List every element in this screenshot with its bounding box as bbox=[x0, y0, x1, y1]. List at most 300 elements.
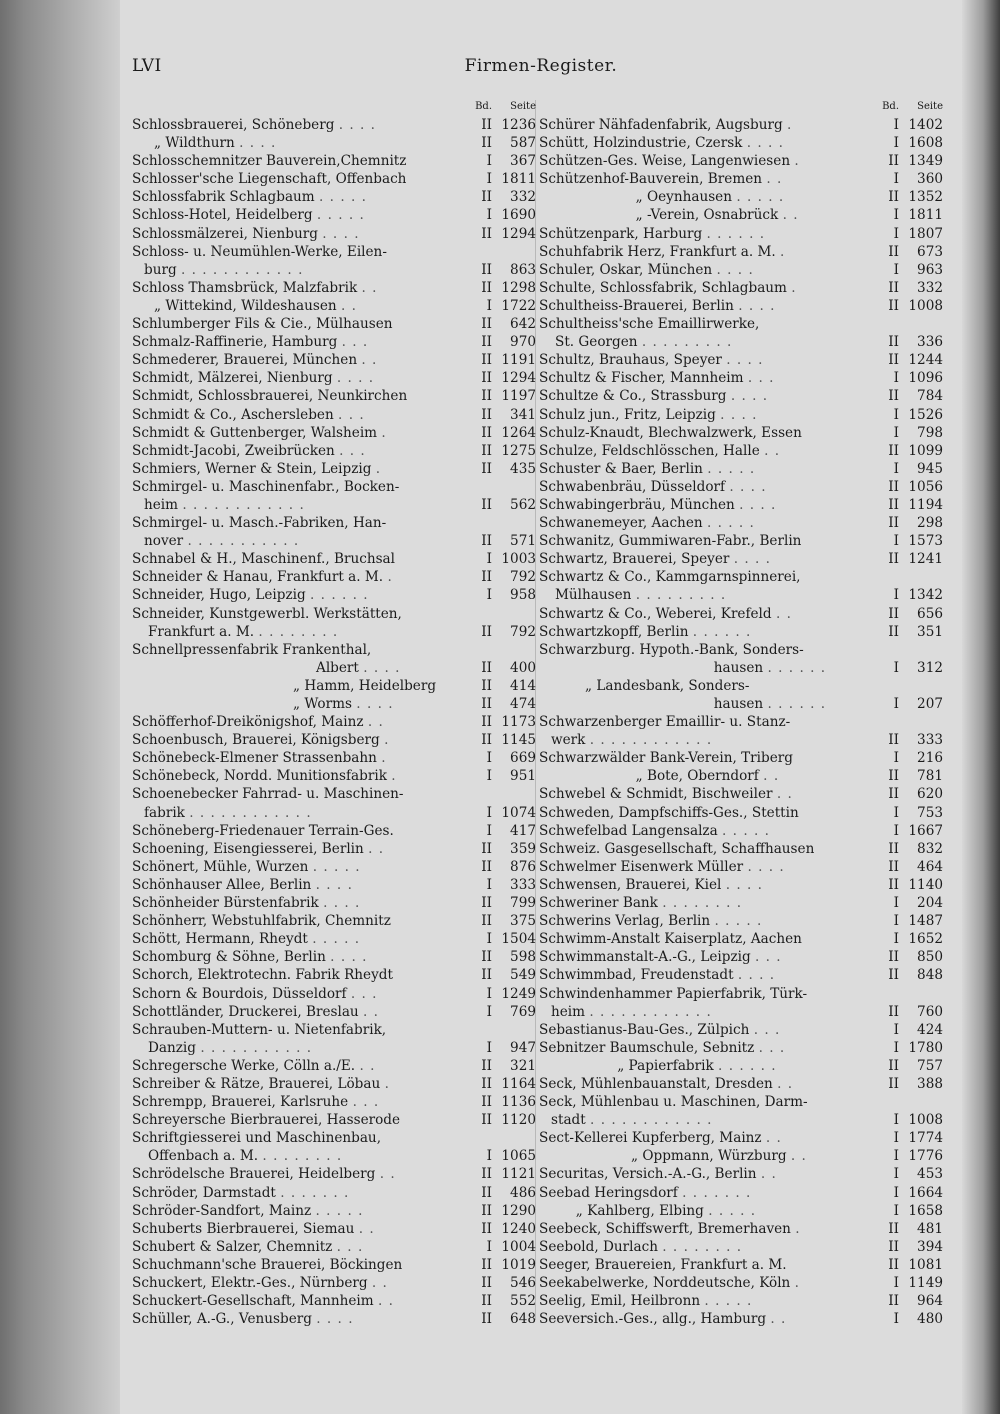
entry-volume: I bbox=[893, 659, 899, 676]
entry-page: 1249 bbox=[501, 985, 536, 1002]
entry-volume: II bbox=[481, 496, 492, 513]
register-entry bbox=[132, 948, 536, 966]
entry-name bbox=[132, 333, 472, 351]
entry-name-text: Seeger, Brauereien, Frankfurt a. M. bbox=[539, 1256, 787, 1273]
entry-volume: I bbox=[893, 207, 899, 224]
leader-dots: . . . bbox=[758, 1039, 786, 1056]
entry-name bbox=[132, 785, 472, 803]
entry-name-text: nover bbox=[144, 533, 184, 550]
entry-name-text: Schwarzenberger Emaillir- u. Stanz- bbox=[539, 714, 791, 731]
entry-name bbox=[539, 369, 879, 387]
leader-dots: . . . . . bbox=[704, 1293, 753, 1310]
register-entry bbox=[132, 677, 536, 695]
leader-dots: . . . . . . . . . bbox=[635, 587, 727, 604]
register-entry bbox=[539, 152, 943, 170]
entry-volume: II bbox=[888, 442, 899, 459]
entry-name bbox=[539, 1075, 879, 1093]
entry-page: 620 bbox=[917, 786, 943, 803]
entry-page: 1191 bbox=[501, 352, 536, 369]
entry-volume: II bbox=[481, 388, 492, 405]
register-entry bbox=[539, 840, 943, 858]
entry-name bbox=[132, 659, 472, 677]
entry-name-text: Schmederer, Brauerei, München bbox=[132, 352, 358, 369]
page-title: Firmen-Register. bbox=[464, 56, 618, 76]
register-entry bbox=[539, 1165, 943, 1183]
register-entry bbox=[132, 170, 536, 188]
entry-name-text: Schrödelsche Brauerei, Heidelberg bbox=[132, 1166, 376, 1183]
entry-name bbox=[132, 1093, 472, 1111]
entry-volume: I bbox=[893, 533, 899, 550]
entry-name-text: Schultz & Fischer, Mannheim bbox=[539, 370, 744, 387]
entry-volume: I bbox=[893, 406, 899, 423]
entry-name bbox=[132, 948, 472, 966]
entry-volume: I bbox=[893, 424, 899, 441]
entry-page: 781 bbox=[917, 768, 943, 785]
entry-name bbox=[144, 261, 472, 279]
entry-name-text: Seck, Mühlenbauanstalt, Dresden bbox=[539, 1075, 773, 1092]
entry-name-text: Schuler, Oskar, München bbox=[539, 261, 713, 278]
entry-name bbox=[132, 767, 472, 785]
entry-name bbox=[555, 333, 879, 351]
entry-page: 1140 bbox=[908, 876, 943, 893]
entry-name-text: Schmirgel- u. Masch.-Fabriken, Han- bbox=[132, 515, 387, 532]
register-entry bbox=[539, 1184, 943, 1202]
leader-dots: . . bbox=[379, 1166, 396, 1183]
entry-volume: II bbox=[481, 1112, 492, 1129]
page-binding-shadow bbox=[0, 0, 120, 1414]
entry-name-text: Schneider & Hanau, Frankfurt a. M. bbox=[132, 569, 384, 586]
entry-name-text: Schönert, Mühle, Wurzen bbox=[132, 858, 309, 875]
leader-dots: . . . . bbox=[737, 967, 776, 984]
entry-page: 970 bbox=[510, 334, 536, 351]
entry-page: 1811 bbox=[501, 171, 536, 188]
entry-page: 464 bbox=[917, 858, 943, 875]
entry-name bbox=[539, 1057, 879, 1075]
leader-dots: . . bbox=[782, 207, 799, 224]
register-entry bbox=[539, 1003, 943, 1021]
register-entry bbox=[132, 713, 536, 731]
entry-name-text: Schwarzwälder Bank-Verein, Triberg bbox=[539, 750, 793, 767]
entry-name bbox=[551, 1003, 879, 1021]
entry-page: 1402 bbox=[908, 117, 943, 133]
leader-dots: . . bbox=[790, 1148, 807, 1165]
leader-dots: . . . . . . . . bbox=[662, 895, 743, 912]
entry-page: 207 bbox=[917, 696, 943, 712]
entry-volume: II bbox=[481, 279, 492, 296]
entry-page: 435 bbox=[510, 460, 536, 477]
leader-dots: . . . . . bbox=[722, 822, 770, 839]
leader-dots: . . . bbox=[747, 370, 775, 387]
register-entry bbox=[132, 188, 536, 206]
register-entry bbox=[132, 1165, 536, 1183]
entry-page: 1658 bbox=[908, 1202, 943, 1219]
entry-page: 1074 bbox=[501, 804, 536, 821]
entry-name-text: Schmidt-Jacobi, Zweibrücken bbox=[132, 442, 335, 459]
leader-dots: . . . . bbox=[738, 297, 776, 314]
entry-name bbox=[539, 1147, 879, 1165]
entry-name-text: Seeversich.-Ges., allg., Hamburg bbox=[539, 1311, 767, 1328]
entry-name bbox=[539, 460, 879, 478]
entry-name bbox=[539, 767, 879, 785]
register-entry bbox=[539, 478, 943, 496]
entry-volume: II bbox=[481, 858, 492, 875]
register-entry bbox=[539, 1057, 943, 1075]
entry-page: 1776 bbox=[908, 1148, 943, 1165]
register-entry bbox=[132, 225, 536, 243]
entry-name bbox=[539, 406, 879, 424]
entry-name bbox=[132, 1310, 472, 1328]
entry-name-text: burg bbox=[144, 261, 177, 278]
entry-page: 312 bbox=[917, 659, 943, 676]
entry-volume: I bbox=[486, 804, 492, 821]
leader-dots: . . . . . . bbox=[706, 225, 766, 242]
entry-volume: II bbox=[888, 623, 899, 640]
register-entry bbox=[132, 985, 536, 1003]
register-entry bbox=[132, 406, 536, 424]
register-entry bbox=[539, 731, 943, 749]
entry-name bbox=[539, 442, 879, 460]
register-entry bbox=[132, 912, 536, 930]
entry-name-text: Schulz jun., Fritz, Leipzig bbox=[539, 406, 716, 423]
entry-name bbox=[132, 586, 472, 604]
register-entry bbox=[132, 152, 536, 170]
entry-name bbox=[539, 532, 879, 550]
page-header bbox=[132, 56, 950, 80]
register-entry bbox=[539, 623, 943, 641]
leader-dots: . . . bbox=[350, 985, 378, 1002]
leader-dots: . . . . . . . . . . . bbox=[200, 1039, 313, 1056]
entry-page: 1004 bbox=[501, 1238, 536, 1255]
register-entry bbox=[132, 731, 536, 749]
leader-dots: . bbox=[381, 750, 387, 767]
leader-dots: . bbox=[794, 1275, 800, 1291]
entry-name bbox=[539, 623, 879, 641]
leader-dots: . . . . . . . . . bbox=[641, 334, 733, 351]
entry-name-text: Schützenhof-Bauverein, Bremen bbox=[539, 171, 763, 188]
entry-page: 1096 bbox=[908, 370, 943, 387]
entry-page: 656 bbox=[917, 605, 943, 622]
entry-name-text: Schwanitz, Gummiwaren-Fabr., Berlin bbox=[539, 533, 802, 550]
register-entry bbox=[132, 1039, 536, 1057]
register-entry bbox=[539, 442, 943, 460]
register-entry bbox=[132, 822, 536, 840]
entry-name-text: Seekabelwerke, Norddeutsche, Köln bbox=[539, 1275, 791, 1291]
register-entry bbox=[539, 243, 943, 261]
entry-name-text: Schwensen, Brauerei, Kiel bbox=[539, 876, 722, 893]
entry-name-text: Schoening, Eisengiesserei, Berlin bbox=[132, 840, 364, 857]
register-entry bbox=[539, 822, 943, 840]
entry-name-text: Sebastianus-Bau-Ges., Zülpich bbox=[539, 1021, 750, 1038]
leader-dots: . . bbox=[359, 1057, 376, 1074]
register-entry bbox=[539, 424, 943, 442]
entry-volume: II bbox=[481, 623, 492, 640]
entry-page: 1275 bbox=[501, 442, 536, 459]
entry-volume: II bbox=[481, 1094, 492, 1111]
entry-page: 587 bbox=[510, 135, 536, 152]
leader-dots: . . bbox=[367, 714, 384, 731]
entry-page: 1811 bbox=[908, 207, 943, 224]
entry-volume: I bbox=[486, 876, 492, 893]
entry-volume: I bbox=[893, 460, 899, 477]
entry-page: 784 bbox=[917, 388, 943, 405]
entry-volume: I bbox=[486, 931, 492, 948]
register-entry bbox=[539, 767, 943, 785]
entry-name bbox=[539, 261, 879, 279]
entry-volume: I bbox=[893, 135, 899, 152]
register-entry bbox=[132, 641, 536, 659]
register-entry bbox=[539, 1093, 943, 1111]
entry-name bbox=[148, 1147, 472, 1165]
entry-page: 963 bbox=[917, 261, 943, 278]
register-entry bbox=[539, 749, 943, 767]
entry-name-text: Frankfurt a. M. bbox=[148, 623, 255, 640]
entry-page: 1690 bbox=[501, 207, 536, 224]
entry-name bbox=[539, 1165, 879, 1183]
register-entry bbox=[539, 930, 943, 948]
leader-dots: . . . . . bbox=[316, 207, 365, 224]
entry-page: 792 bbox=[510, 623, 536, 640]
entry-volume: I bbox=[893, 587, 899, 604]
entry-page: 1487 bbox=[908, 913, 943, 930]
entry-name bbox=[148, 1039, 472, 1057]
entry-name bbox=[539, 550, 879, 568]
register-entry bbox=[132, 460, 536, 478]
register-entry bbox=[132, 351, 536, 369]
leader-dots: . . bbox=[777, 1075, 794, 1092]
entry-page: 1136 bbox=[501, 1094, 536, 1111]
entry-name bbox=[539, 188, 879, 206]
leader-dots: . . . bbox=[336, 1238, 364, 1255]
leader-dots: . . . bbox=[753, 1021, 781, 1038]
entry-page: 1149 bbox=[908, 1275, 943, 1291]
entry-volume: I bbox=[893, 1148, 899, 1165]
entry-page: 1504 bbox=[501, 931, 536, 948]
entry-name bbox=[132, 840, 472, 858]
register-entry bbox=[539, 785, 943, 803]
register-entry bbox=[132, 116, 536, 134]
entry-volume: II bbox=[481, 1220, 492, 1237]
entry-name-text: Offenbach a. M. bbox=[148, 1148, 259, 1165]
leader-dots: . . . . . . bbox=[310, 587, 369, 604]
entry-page: 848 bbox=[917, 967, 943, 984]
register-entry bbox=[539, 1310, 943, 1328]
register-entry bbox=[539, 641, 943, 659]
entry-name-text: Seebad Heringsdorf bbox=[539, 1184, 678, 1201]
entry-name-text: „ -Verein, Osnabrück bbox=[635, 207, 779, 224]
entry-volume: II bbox=[481, 424, 492, 441]
entry-page: 1290 bbox=[501, 1202, 536, 1219]
entry-name bbox=[539, 605, 879, 623]
entry-name bbox=[132, 1274, 472, 1292]
entry-volume: II bbox=[888, 189, 899, 206]
leader-dots: . . . . . bbox=[736, 189, 785, 206]
entry-name bbox=[539, 279, 879, 297]
register-entry bbox=[539, 985, 943, 1003]
leader-dots: . . bbox=[765, 1130, 782, 1147]
entry-name bbox=[539, 1220, 879, 1238]
entry-volume: I bbox=[486, 750, 492, 767]
entry-name-text: Schultze & Co., Strassburg bbox=[539, 388, 727, 405]
entry-name bbox=[539, 1184, 879, 1202]
leader-dots: . bbox=[787, 117, 793, 133]
column-heading bbox=[132, 98, 536, 116]
register-entry bbox=[539, 876, 943, 894]
entry-page: 947 bbox=[510, 1039, 536, 1056]
entry-name bbox=[539, 351, 879, 369]
entry-page: 359 bbox=[510, 840, 536, 857]
leader-dots: . . . . . bbox=[319, 189, 367, 206]
entry-name bbox=[539, 966, 879, 984]
entry-volume: II bbox=[481, 261, 492, 278]
entry-volume: II bbox=[481, 895, 492, 912]
entry-name-text: Schwarzburg. Hypoth.-Bank, Sonders- bbox=[539, 641, 804, 658]
entry-name bbox=[144, 496, 472, 514]
page-edge-shadow bbox=[962, 0, 1000, 1414]
leader-dots: . . . . . . bbox=[692, 623, 752, 640]
entry-page: 481 bbox=[917, 1220, 943, 1237]
entry-page: 1722 bbox=[501, 297, 536, 314]
register-entry bbox=[539, 605, 943, 623]
entry-name-text: Albert bbox=[316, 659, 359, 676]
entry-volume: II bbox=[888, 279, 899, 296]
register-entry bbox=[539, 586, 943, 604]
entry-name bbox=[539, 695, 879, 713]
leader-dots: . . bbox=[368, 840, 385, 857]
entry-name-text: Schützen-Ges. Weise, Langenwiesen bbox=[539, 153, 791, 170]
entry-name bbox=[539, 1292, 879, 1310]
entry-name bbox=[132, 695, 472, 713]
entry-volume: II bbox=[481, 967, 492, 984]
entry-name-text: Schüller, A.-G., Venusberg bbox=[132, 1311, 312, 1328]
entry-page: 951 bbox=[510, 768, 536, 785]
entry-page: 375 bbox=[510, 913, 536, 930]
entry-page: 417 bbox=[510, 822, 536, 839]
heading-seite: Seite bbox=[510, 101, 536, 112]
entry-volume: II bbox=[888, 1238, 899, 1255]
entry-name bbox=[132, 1220, 472, 1238]
register-entry bbox=[539, 279, 943, 297]
entry-name-text: Mülhausen bbox=[555, 587, 632, 604]
entry-name-text: Schmidt, Schlossbrauerei, Neunkirchen bbox=[132, 388, 408, 405]
entry-name-text: Schuster & Baer, Berlin bbox=[539, 460, 703, 477]
leader-dots: . . . . bbox=[720, 406, 758, 423]
register-entry bbox=[132, 605, 536, 623]
entry-name bbox=[132, 1202, 472, 1220]
register-entry bbox=[539, 1256, 943, 1274]
entry-name-text: Schwimm-Anstalt Kaiserplatz, Aachen bbox=[539, 931, 802, 948]
register-entry bbox=[132, 387, 536, 405]
entry-name-text: Schuckert-Gesellschaft, Mannheim bbox=[132, 1293, 374, 1310]
entry-volume: I bbox=[486, 768, 492, 785]
entry-name bbox=[132, 206, 472, 224]
register-entry bbox=[132, 514, 536, 532]
register-entry bbox=[132, 243, 536, 261]
entry-name-text: Schlossfabrik Schlagbaum bbox=[132, 189, 315, 206]
entry-name bbox=[132, 1165, 472, 1183]
entry-volume: I bbox=[893, 1130, 899, 1147]
entry-name bbox=[539, 116, 879, 134]
entry-volume: I bbox=[893, 1112, 899, 1129]
entry-name-text: Schütt, Holzindustrie, Czersk bbox=[539, 135, 743, 152]
entry-page: 964 bbox=[917, 1293, 943, 1310]
leader-dots: . . . bbox=[339, 442, 366, 459]
entry-page: 798 bbox=[917, 424, 943, 441]
register-entry bbox=[539, 1238, 943, 1256]
entry-name bbox=[132, 152, 472, 170]
entry-name-text: „ Hamm, Heidelberg bbox=[293, 677, 437, 694]
heading-bd: Bd. bbox=[882, 101, 899, 112]
register-entry bbox=[132, 297, 536, 315]
entry-name bbox=[132, 985, 472, 1003]
entry-page: 945 bbox=[917, 460, 943, 477]
entry-page: 552 bbox=[510, 1293, 536, 1310]
entry-name-text: Schomburg & Söhne, Berlin bbox=[132, 949, 326, 966]
entry-volume: II bbox=[481, 442, 492, 459]
entry-volume: I bbox=[893, 171, 899, 188]
entry-page: 474 bbox=[510, 696, 536, 712]
entry-name bbox=[132, 369, 472, 387]
leader-dots: . . bbox=[378, 1293, 394, 1310]
leader-dots: . . bbox=[363, 1003, 379, 1020]
register-entry bbox=[539, 134, 943, 152]
leader-dots: . . . . bbox=[336, 370, 375, 387]
entry-volume: I bbox=[486, 297, 492, 314]
entry-name bbox=[132, 478, 472, 496]
entry-name-text: „ Wittekind, Wildeshausen bbox=[154, 297, 337, 314]
entry-name bbox=[132, 1075, 472, 1093]
register-entry bbox=[132, 1256, 536, 1274]
entry-name bbox=[539, 387, 879, 405]
register-entry bbox=[539, 550, 943, 568]
entry-volume: II bbox=[481, 225, 492, 242]
entry-name-text: Schweden, Dampfschiffs-Ges., Stettin bbox=[539, 804, 799, 821]
entry-volume: II bbox=[888, 243, 899, 260]
entry-page: 1349 bbox=[908, 153, 943, 170]
register-entry bbox=[539, 315, 943, 333]
entry-name bbox=[132, 170, 472, 188]
register-entry bbox=[132, 1238, 536, 1256]
register-entry bbox=[539, 568, 943, 586]
heading-seite: Seite bbox=[917, 101, 943, 112]
entry-name bbox=[539, 713, 879, 731]
entry-volume: II bbox=[888, 876, 899, 893]
entry-volume: II bbox=[888, 1075, 899, 1092]
register-entry bbox=[539, 1039, 943, 1057]
entry-name-text: Schönherr, Webstuhlfabrik, Chemnitz bbox=[132, 913, 391, 930]
entry-page: 1264 bbox=[501, 424, 536, 441]
entry-name-text: hausen bbox=[713, 659, 764, 676]
entry-volume: I bbox=[486, 171, 492, 188]
entry-name-text: Schneider, Hugo, Leipzig bbox=[132, 587, 306, 604]
register-entry bbox=[539, 297, 943, 315]
leader-dots: . . bbox=[763, 768, 780, 785]
register-entry bbox=[132, 1202, 536, 1220]
leader-dots: . . . . bbox=[726, 352, 764, 369]
entry-volume: I bbox=[893, 750, 899, 767]
entry-name-text: Schöfferhof-Dreikönigshof, Mainz bbox=[132, 714, 364, 731]
entry-page: 562 bbox=[510, 496, 536, 513]
register-column-right bbox=[539, 98, 943, 1328]
entry-name-text: Sebnitzer Baumschule, Sebnitz bbox=[539, 1039, 755, 1056]
entry-name bbox=[132, 387, 472, 405]
register-entry bbox=[132, 1184, 536, 1202]
entry-volume: II bbox=[888, 858, 899, 875]
entry-name-text: Schuchmann'sche Brauerei, Böckingen bbox=[132, 1256, 403, 1273]
entry-name-text: Schönebeck-Elmener Strassenbahn bbox=[132, 750, 377, 767]
entry-page: 333 bbox=[917, 732, 943, 749]
entry-page: 799 bbox=[510, 895, 536, 912]
entry-volume: II bbox=[481, 569, 492, 586]
